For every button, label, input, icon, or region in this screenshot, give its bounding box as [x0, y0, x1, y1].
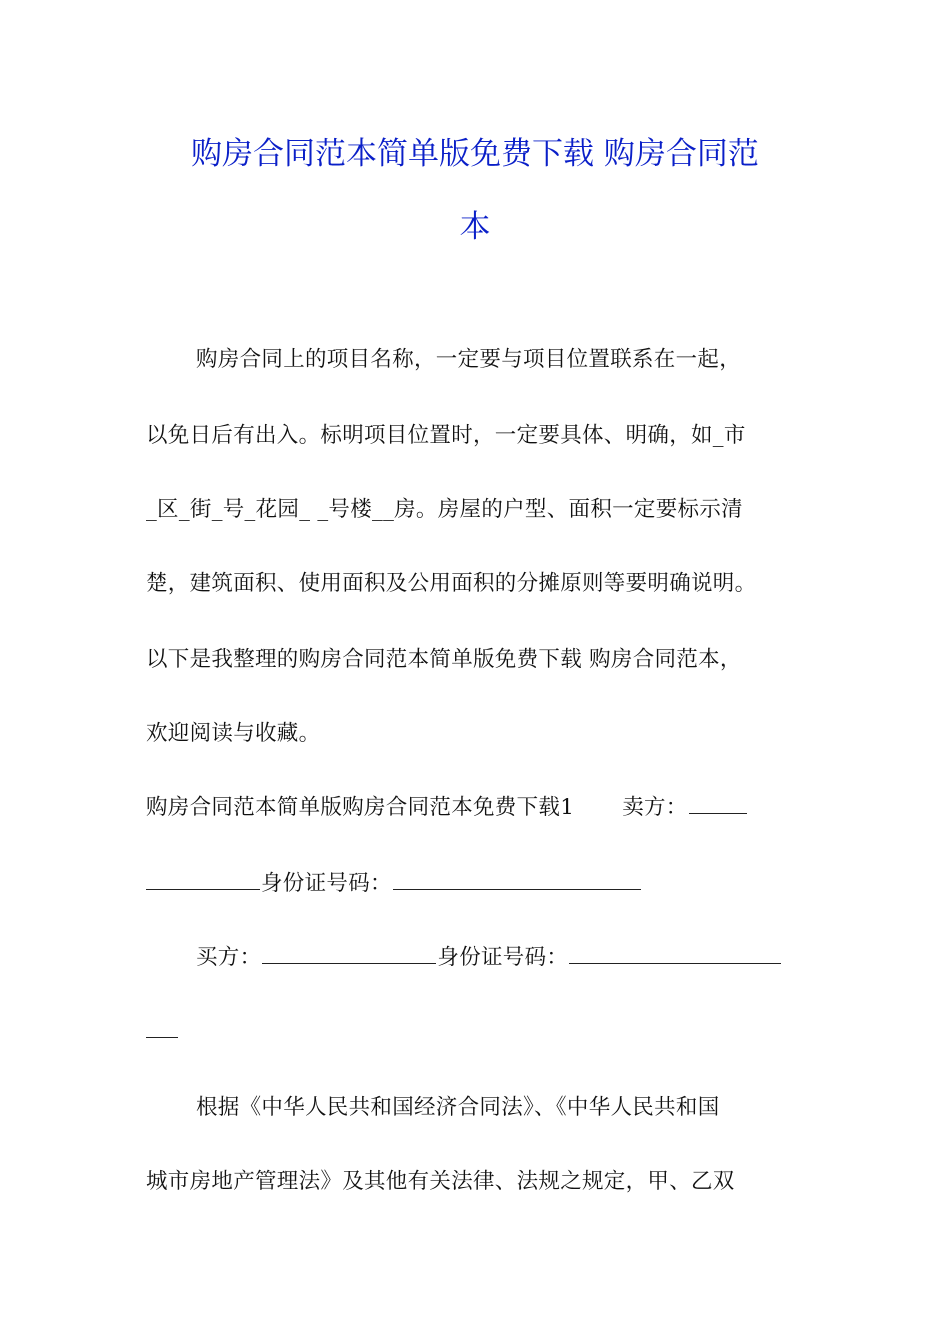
seller-name-blank — [689, 795, 747, 814]
document-title-line-1: 购房合同范本简单版免费下载 购房合同范 — [191, 136, 759, 172]
document-title-line-2: 本 — [459, 209, 491, 245]
seller-name-blank-cont — [146, 871, 260, 890]
seller-label: 卖方： — [622, 795, 688, 820]
buyer-id-row-cont — [146, 1019, 179, 1045]
intro-line-6: 欢迎阅读与收藏。 — [146, 721, 321, 746]
contract-heading: 购房合同范本简单版购房合同范本免费下载1 — [146, 795, 575, 820]
contract-heading-row — [146, 795, 748, 821]
buyer-row — [196, 945, 782, 971]
seller-id-label: 身份证号码： — [261, 871, 392, 896]
intro-line-4: 楚，建筑面积、使用面积及公用面积的分摊原则等要明确说明。 — [146, 571, 757, 596]
buyer-id-blank — [569, 945, 781, 964]
buyer-id-blank-cont — [146, 1019, 178, 1038]
intro-line-3: _区_街_号_花园_ _号楼__房。房屋的户型、面积一定要标示清 — [146, 497, 743, 522]
intro-line-1: 购房合同上的项目名称，一定要与项目位置联系在一起， — [196, 347, 742, 372]
intro-line-5: 以下是我整理的购房合同范本简单版免费下载 购房合同范本， — [146, 647, 742, 672]
basis-line-2: 城市房地产管理法》及其他有关法律、法规之规定，甲、乙双 — [146, 1169, 735, 1194]
buyer-label: 买方： — [196, 945, 262, 970]
seller-id-blank — [393, 871, 641, 890]
buyer-name-blank — [262, 945, 436, 964]
buyer-id-label: 身份证号码： — [437, 945, 569, 970]
basis-line-1: 根据《中华人民共和国经济合同法》、《中华人民共和国 — [196, 1095, 720, 1120]
seller-id-row — [146, 871, 642, 897]
intro-line-2: 以免日后有出入。标明项目位置时，一定要具体、明确，如_市 — [146, 423, 746, 448]
